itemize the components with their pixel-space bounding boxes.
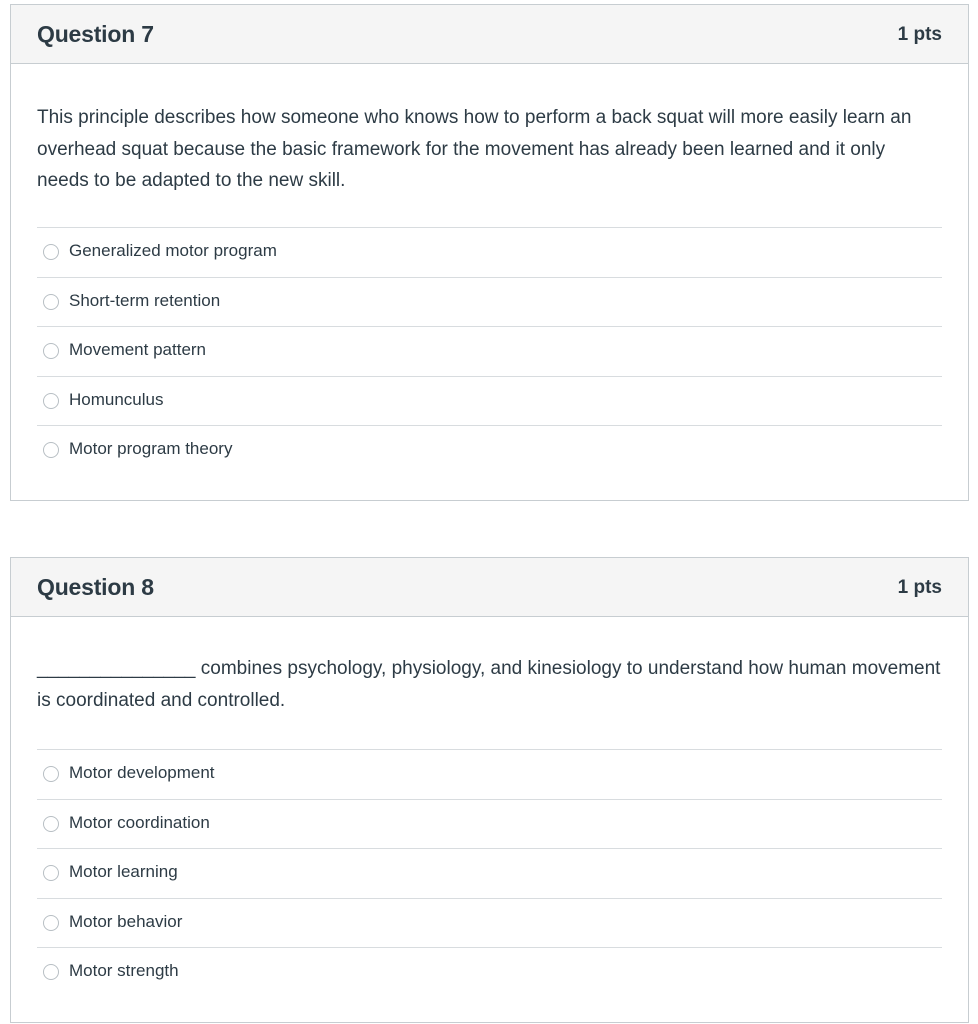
question-title: Question 7: [37, 21, 154, 47]
answer-label[interactable]: Movement pattern: [69, 340, 207, 360]
radio-button[interactable]: [43, 816, 59, 832]
question-title: Question 8: [37, 574, 154, 600]
question-header: [11, 558, 968, 617]
question-points: 1 pts: [897, 24, 942, 45]
radio-button[interactable]: [43, 244, 59, 260]
radio-button[interactable]: [43, 343, 59, 359]
radio-button[interactable]: [43, 442, 59, 458]
answer-option[interactable]: [37, 749, 942, 799]
answer-option[interactable]: [37, 425, 942, 475]
answer-label[interactable]: Motor coordination: [69, 812, 210, 832]
answer-label[interactable]: Motor behavior: [69, 911, 183, 931]
answer-option[interactable]: [37, 799, 942, 849]
answer-label[interactable]: Short-term retention: [69, 290, 221, 310]
radio-button[interactable]: [43, 964, 59, 980]
answer-option[interactable]: [37, 326, 942, 376]
radio-button[interactable]: [43, 865, 59, 881]
answer-list: [37, 749, 942, 997]
answer-label[interactable]: Motor program theory: [69, 439, 233, 459]
answer-option[interactable]: [37, 227, 942, 277]
question-8-card: [10, 557, 969, 1023]
answer-label[interactable]: Homunculus: [69, 389, 164, 409]
answer-label[interactable]: Motor strength: [69, 961, 179, 981]
radio-button[interactable]: [43, 766, 59, 782]
radio-button[interactable]: [43, 294, 59, 310]
answer-label[interactable]: Generalized motor program: [69, 241, 277, 260]
radio-button[interactable]: [43, 915, 59, 931]
answer-list: [37, 227, 942, 475]
answer-label[interactable]: Motor development: [69, 763, 215, 782]
question-text: This principle describes how someone who knows how to perform a back squat will more easily learn an overhead squat because the basic framework for the movement has already been learned and it only needs to be adapted to the new skill.: [37, 107, 912, 191]
question-7-card: [10, 4, 969, 501]
answer-option[interactable]: [37, 376, 942, 426]
question-points: 1 pts: [897, 577, 942, 598]
answer-option[interactable]: [37, 848, 942, 898]
answer-option[interactable]: [37, 277, 942, 327]
answer-label[interactable]: Motor learning: [69, 862, 178, 882]
question-text: _______________ combines psychology, physiology, and kinesiology to understand how human movement is coordinated and controlled.: [37, 658, 941, 711]
answer-option[interactable]: [37, 947, 942, 997]
question-header: [11, 5, 968, 64]
answer-option[interactable]: [37, 898, 942, 948]
radio-button[interactable]: [43, 393, 59, 409]
